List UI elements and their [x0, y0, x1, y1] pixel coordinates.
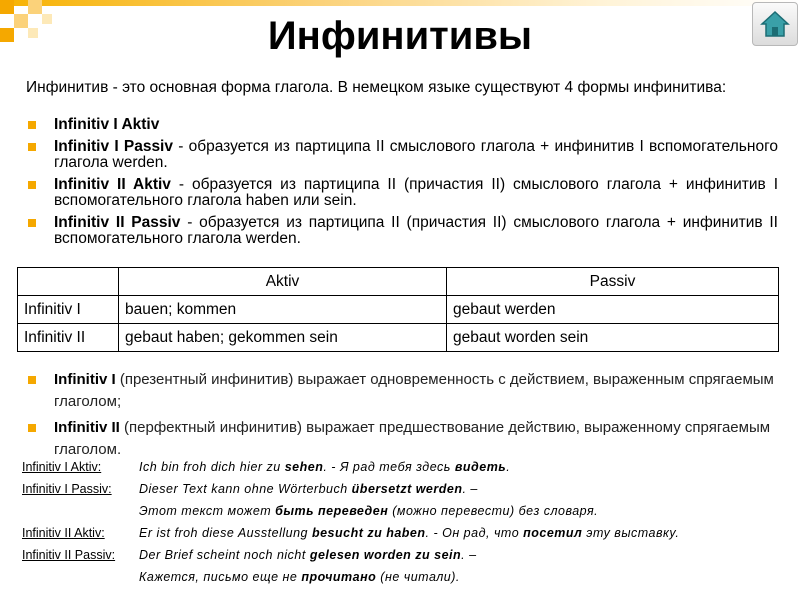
table-row	[18, 296, 779, 324]
form-name: Infinitiv I Aktiv	[54, 116, 160, 133]
form-desc: - образуется из партиципа II (причастия II) смыслового глагола + инфинитив II вспомогательного глагола werden.	[54, 213, 778, 247]
table-header-cell	[18, 268, 119, 296]
table-cell: Infinitiv I	[18, 296, 119, 324]
example-text: Der Brief scheint noch nicht gelesen worden zu sein. –	[139, 548, 477, 562]
square-bullet-icon	[28, 424, 36, 432]
form-name: Infinitiv I Passiv	[54, 137, 173, 155]
table-header-cell: Aktiv	[119, 268, 447, 296]
intro-text: Инфинитив - это основная форма глагола. В немецком языке существуют 4 формы инфинитива:	[26, 79, 727, 96]
square-bullet-icon	[28, 219, 36, 227]
table-row	[18, 268, 779, 296]
table-cell: gebaut worden sein	[447, 324, 779, 352]
example-row	[22, 567, 782, 589]
square-bullet-icon	[28, 376, 36, 384]
list-item	[26, 117, 778, 134]
table-cell: gebaut haben; gekommen sein	[119, 324, 447, 352]
form-name: Infinitiv II Aktiv	[54, 175, 171, 193]
infinitive-table	[17, 267, 779, 352]
form-name: Infinitiv II Passiv	[54, 213, 181, 231]
form-desc: - образуется из партиципа II (причастия II) смыслового глагола + инфинитив I вспомогательного глагола haben или sein.	[54, 175, 778, 209]
table-cell: bauen; kommen	[119, 296, 447, 324]
example-label: Infinitiv I Passiv:	[22, 482, 112, 496]
example-text: Ich bin froh dich hier zu sehen. - Я рад тебя здесь видеть.	[139, 460, 511, 474]
example-label: Infinitiv II Passiv:	[22, 548, 116, 562]
note-term: Infinitiv II	[54, 419, 120, 436]
list-item	[26, 417, 778, 461]
page-title: Инфинитивы	[267, 14, 533, 58]
example-row	[22, 501, 782, 523]
example-text: Этот текст может быть переведен (можно перевести) без словаря.	[139, 504, 599, 518]
decor-square	[28, 0, 42, 14]
example-label: Infinitiv I Aktiv:	[22, 460, 102, 474]
forms-list	[26, 117, 778, 253]
square-bullet-icon	[28, 181, 36, 189]
note-term: Infinitiv I	[54, 371, 116, 388]
examples-block	[22, 457, 782, 589]
table-header-cell: Passiv	[447, 268, 779, 296]
list-item	[26, 369, 778, 413]
table-row	[18, 324, 779, 352]
example-row	[22, 545, 782, 567]
list-item	[26, 215, 778, 248]
example-row	[22, 479, 782, 501]
top-decor-bar	[0, 0, 800, 6]
decor-square	[0, 0, 14, 14]
form-desc: - образуется из партиципа II смыслового глагола + инфинитив I вспомогательного глагола werden.	[54, 137, 778, 171]
example-label: Infinitiv II Aktiv:	[22, 526, 105, 540]
list-item	[26, 177, 778, 210]
example-row	[22, 523, 782, 545]
square-bullet-icon	[28, 143, 36, 151]
note-text: (перфектный инфинитив) выражает предшествование действию, выраженному спрягаемым глаголом.	[54, 419, 771, 458]
example-text: Er ist froh diese Ausstellung besucht zu haben. - Он рад, что посетил эту выставку.	[139, 526, 680, 540]
list-item	[26, 139, 778, 172]
square-bullet-icon	[28, 121, 36, 129]
example-row	[22, 457, 782, 479]
example-text: Dieser Text kann ohne Wörterbuch übersetzt werden. –	[139, 482, 478, 496]
notes-list	[26, 369, 778, 465]
note-text: (презентный инфинитив) выражает одновременность с действием, выраженным спрягаемым глаголом;	[54, 371, 774, 410]
table-cell: Infinitiv II	[18, 324, 119, 352]
example-text: Кажется, письмо еще не прочитано (не читали).	[139, 570, 460, 584]
table-cell: gebaut werden	[447, 296, 779, 324]
